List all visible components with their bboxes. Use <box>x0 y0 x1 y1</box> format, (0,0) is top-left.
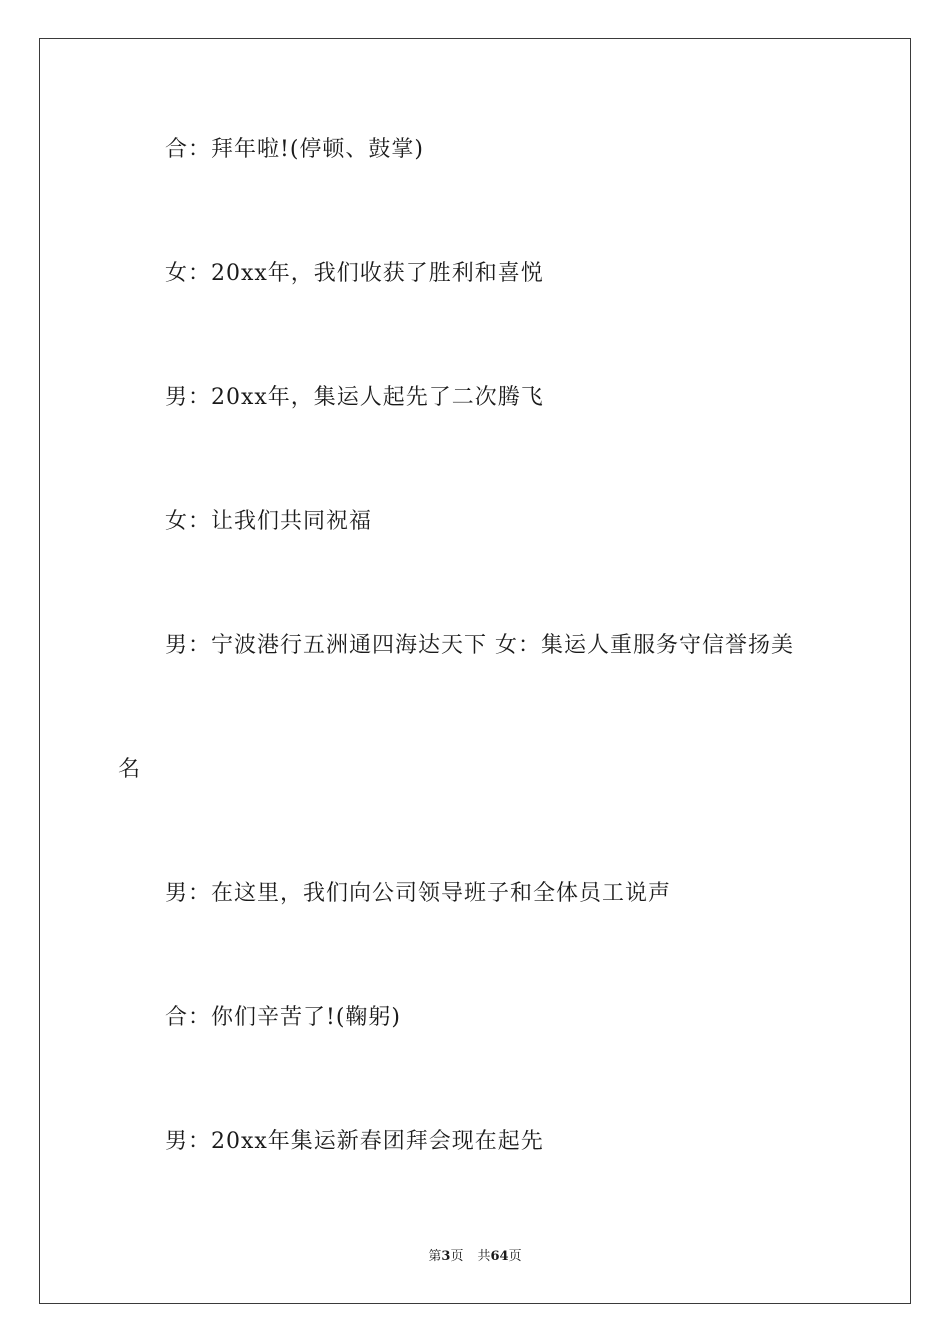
script-line: 合：你们辛苦了!(鞠躬) <box>165 1005 402 1030</box>
total-suffix: 页 <box>508 1249 522 1264</box>
page-footer <box>0 1248 950 1266</box>
script-line: 女：20xx年，我们收获了胜利和喜悦 <box>165 261 544 286</box>
page-suffix: 页 <box>450 1249 464 1264</box>
script-line-continuation: 名 <box>118 757 142 782</box>
script-line: 男：20xx年，集运人起先了二次腾飞 <box>165 385 544 410</box>
page-number: 3 <box>441 1249 451 1264</box>
total-prefix: 共 <box>477 1249 491 1264</box>
script-line: 男：宁波港行五洲通四海达天下 女：集运人重服务守信誉扬美 <box>165 633 794 658</box>
script-line: 男：在这里，我们向公司领导班子和全体员工说声 <box>165 881 672 906</box>
total-pages: 64 <box>490 1249 509 1264</box>
script-line: 男：20xx年集运新春团拜会现在起先 <box>165 1129 544 1154</box>
script-line: 合：拜年啦!(停顿、鼓掌) <box>165 137 425 162</box>
page-prefix: 第 <box>428 1249 442 1264</box>
page-border <box>39 38 911 1304</box>
script-line: 女：让我们共同祝福 <box>165 509 373 534</box>
